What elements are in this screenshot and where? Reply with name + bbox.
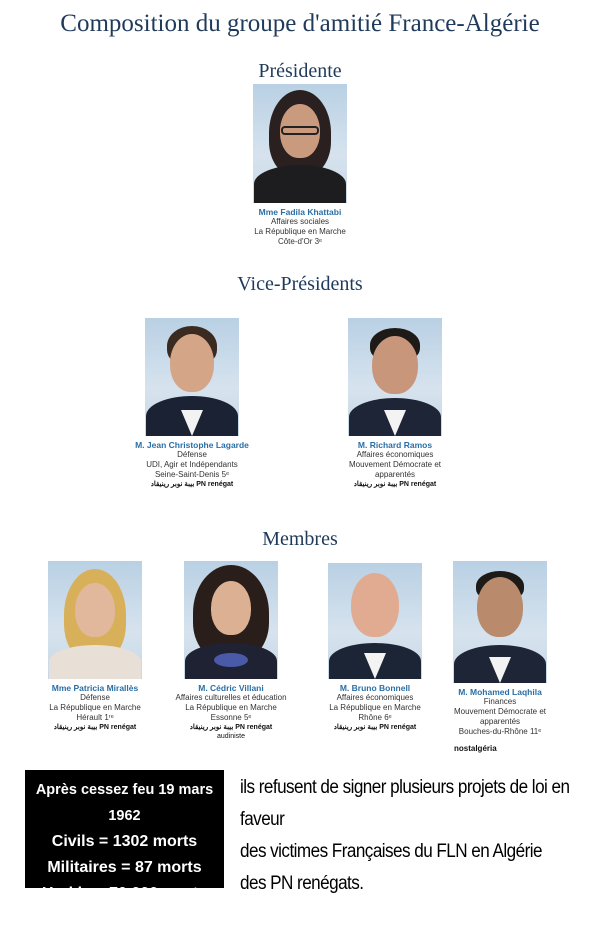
vice-president-constituency: Seine-Saint-Denis 5ᵉ	[154, 470, 230, 479]
member-name: Mme Patricia Mirallès	[51, 683, 139, 693]
member-name: M. Mohamed Laqhila	[458, 687, 542, 697]
vice-president-card	[128, 318, 256, 489]
protest-line: ils refusent de signer plusieurs projets de loi en faveur	[240, 777, 570, 830]
president-commission: Affaires sociales	[270, 217, 330, 226]
member-commission: Défense	[80, 693, 110, 702]
member-card	[448, 561, 552, 737]
casualty-box	[25, 770, 224, 902]
section-membres: Membres	[262, 528, 338, 550]
member-commission: Affaires culturelles et éducation	[175, 693, 287, 702]
president-name: Mme Fadila Khattabi	[258, 207, 342, 217]
vice-president-commission: Défense	[177, 450, 207, 459]
protest-line: des PN renégats.	[240, 873, 364, 894]
president-card	[230, 84, 370, 247]
vice-president-photo	[348, 318, 442, 436]
casualty-civils: Civils = 1302 morts	[51, 833, 198, 850]
member-arabic-note: بيبة نوبر رينيقاد PN renégat	[53, 724, 137, 731]
protest-text	[240, 772, 587, 900]
member-photo	[453, 561, 547, 683]
president-constituency: Côte-d'Or 3ᵉ	[277, 237, 323, 246]
member-constituency: Essonne 5ᵉ	[210, 713, 252, 722]
president-group: La République en Marche	[254, 227, 346, 236]
nostalgeria-stamp: nostalgéria	[454, 744, 497, 753]
section-vice-presidents: Vice-Présidents	[237, 273, 363, 295]
vice-president-photo	[145, 318, 239, 436]
member-photo	[328, 563, 422, 679]
member-group: Mouvement Démocrate et apparentés	[453, 707, 547, 726]
member-photo	[184, 561, 278, 679]
member-arabic-note: بيبة نوبر رينيقاد PN renégat	[189, 724, 273, 731]
casualty-harkis: Harkis = 70 000 morts	[42, 885, 207, 902]
vice-president-name: M. Jean Christophe Lagarde	[135, 440, 249, 450]
casualty-heading: Après cessez feu 19 mars 1962	[35, 782, 214, 824]
member-group: La République en Marche	[329, 703, 421, 712]
member-name: M. Cédric Villani	[198, 683, 264, 693]
member-photo	[48, 561, 142, 679]
member-constituency: Bouches-du-Rhône 11ᵉ	[458, 727, 542, 736]
member-commission: Affaires économiques	[336, 693, 414, 702]
member-name: M. Bruno Bonnell	[339, 683, 411, 693]
member-constituency: Rhône 6ᵉ	[358, 713, 392, 722]
member-arabic-note: بيبة نوبر رينيقاد PN renégat	[333, 724, 417, 731]
vice-president-name: M. Richard Ramos	[357, 440, 433, 450]
president-photo	[253, 84, 347, 203]
member-commission: Finances	[483, 697, 517, 706]
protest-line: des victimes Françaises du FLN en Algérie	[240, 841, 542, 862]
member-group: La République en Marche	[185, 703, 277, 712]
member-extra-note: audiniste	[216, 733, 246, 740]
vice-president-card	[336, 318, 454, 489]
casualty-militaires: Militaires = 87 morts	[47, 859, 202, 876]
member-group: La République en Marche	[49, 703, 141, 712]
member-constituency: Hérault 1ʳᵉ	[76, 713, 114, 722]
page-title: Composition du groupe d'amitié France-Algérie	[60, 10, 540, 37]
vice-president-group: Mouvement Démocrate et apparentés	[348, 460, 442, 479]
vice-president-commission: Affaires économiques	[356, 450, 434, 459]
section-presidente: Présidente	[258, 60, 342, 82]
member-card	[172, 561, 290, 741]
vice-president-arabic-note: بيبة نوبر رينيقاد PN renégat	[150, 481, 234, 488]
vice-president-arabic-note: بيبة نوبر رينيقاد PN renégat	[353, 481, 437, 488]
member-card	[320, 563, 430, 732]
vice-president-group: UDI, Agir et Indépendants	[146, 460, 238, 469]
member-card	[34, 561, 156, 732]
